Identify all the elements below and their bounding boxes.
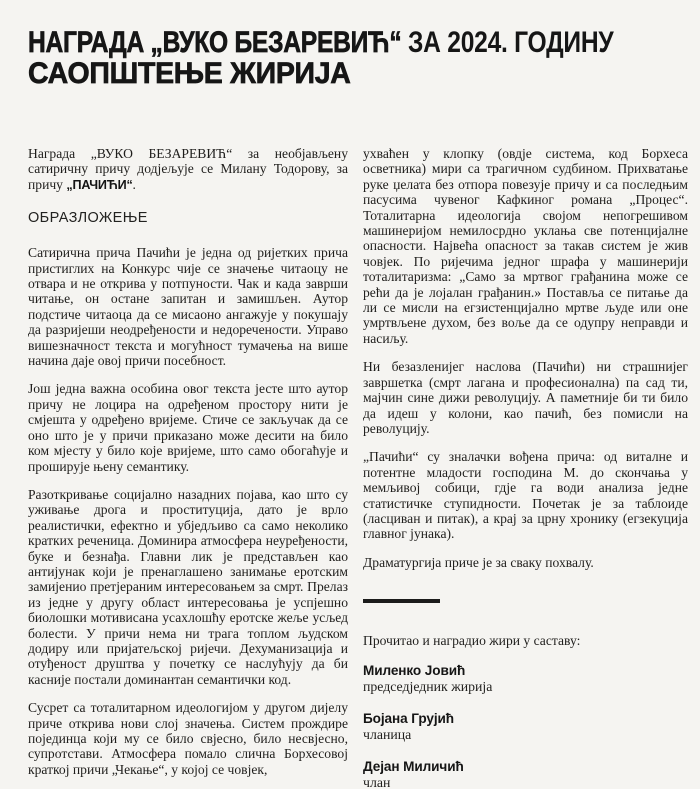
intro-text: Награда „ВУКО БЕЗАРЕВИЋ“ за необјављену сатиричну причу додјељује се Милану Тодорову, за причу bbox=[28, 146, 348, 192]
jury-member bbox=[363, 759, 688, 789]
title-year: ЗА 2024. ГОДИНУ bbox=[401, 26, 614, 59]
page-title bbox=[28, 27, 688, 89]
jury-member bbox=[363, 663, 688, 695]
title-award-name: НАГРАДА „ВУКО БЕЗАРЕВИЋ“ bbox=[28, 26, 402, 59]
body-paragraph: Разоткривање социјално назадних појава, као што су уживање дрога и проституција, дато је врло реалистички, ефектно и убједљиво са само неколико кратких реченица. Доминира атмосфера неуређености, буке и безнађа. Главни лик је представљен као антијунак који је пренаглашено занимање еротским замијенио претјераним интересовањем за смрт. Прелаз из једне у другу област интересовања је успјешно биолошки мотивисана усахлошћу еротске жеље усљед болести. У причи нема ни трага топлом људском додиру или пријатељској ријечи. Дехуманизација и отуђеност друштва у почетку се наслућују да би касније постали доминантан семантички код. bbox=[28, 486, 348, 687]
body-paragraph: Ни безазленијег наслова (Пачићи) ни страшнијег завршетка (смрт лагана и професионална) па сад ти, мајчин сине дижи револуцију. А паметније би ти било да идеш у колони, као пачић, без помисли на револуцију. bbox=[363, 359, 688, 436]
signature-divider bbox=[363, 599, 440, 603]
jury-intro: Прочитао и наградио жири у саставу: bbox=[363, 633, 581, 649]
column-right bbox=[363, 146, 688, 789]
body-paragraph: Сусрет са тоталитарном идеологијом у другом дијелу приче открива нови слој значења. Систем прождире појединца који му се било свјесно, било несвјесно, супротстави. Атмосфера помало слична Борхесовој краткој причи „Чекање“, у којој се човјек, bbox=[28, 700, 348, 777]
jury-member-name: Дејан Миличић bbox=[363, 758, 464, 774]
body-paragraph: Још једна важна особина овог текста јесте што аутор причу не лоцира на одређеном простору нити је смјешта у одређено вријеме. Стиче се закључак да се оно што је у причи приказано може десити на било ком мјесту у било које вријеме, што само обогаћује и проширује њену семантику. bbox=[28, 381, 348, 474]
jury-member-role: члан bbox=[363, 774, 391, 789]
body-paragraph: „Пачићи“ су зналачки вођена прича: од виталне и потентне младости господина М. до скончања у мемљивој собици, гдје га води анализа једне статистичке ступидности. Почетак је за таблоиде (ласциван и питак), а крај за црну хронику (егзекуција главног јунака). bbox=[363, 449, 688, 542]
body-paragraph: ухваћен у клопку (овдје система, код Борхеса осветника) мири са трагичном судбином. Прихватање руке џелата без отпора повезује причу и са последњим пасусима чувеног Кафкиног романа „Процес“. Тоталитарна идеологија својом непогрешивом машинеријом немилосрдно уклања све потенцијалне опасности. Највећа опасност за такав систем је жив човјек. По ријечима једног шрафа у машинерији тоталитаризма: „Само за мртвог грађанина може се рећи да је лојалан грађанин.» Поставља се питање да ли се мисли на егзистенцијално мртве људе или оне умртвљене духом, без воље да се одупру неправди и насиљу. bbox=[363, 146, 688, 346]
jury-member-role: председједник жирија bbox=[363, 678, 493, 694]
body-paragraph: Сатирична прича Пачићи је једна од ријетких прича пристиглих на Конкурс чије се значење читаоцу не отвара и не открива у потпуности. Чак и када заврши читање, он остане запитан и замишљен. Аутор подстиче читаоца да се мисаоно ангажује у покушају да разријеши неодређености и недоречености. Управо вишезначност текста и могућност тумачења на више начина даје овој причи посебност. bbox=[28, 245, 348, 369]
intro-paragraph bbox=[28, 146, 348, 193]
story-title: „ПАЧИЋИ“ bbox=[66, 177, 133, 192]
jury-member-name: Миленко Јовић bbox=[363, 662, 466, 678]
jury-member bbox=[363, 711, 688, 743]
intro-period: . bbox=[132, 176, 136, 192]
section-heading-explanation: ОБРАЗЛОЖЕЊЕ bbox=[28, 210, 148, 227]
text-columns bbox=[28, 146, 688, 789]
column-left bbox=[28, 146, 348, 789]
jury-member-role: чланица bbox=[363, 726, 412, 742]
title-line-1 bbox=[28, 26, 614, 59]
jury-member-name: Бојана Грујић bbox=[363, 710, 454, 726]
body-paragraph: Драматургија приче је за сваку похвалу. bbox=[363, 554, 594, 570]
title-line-2: САОПШТЕЊЕ ЖИРИЈА bbox=[28, 57, 351, 90]
